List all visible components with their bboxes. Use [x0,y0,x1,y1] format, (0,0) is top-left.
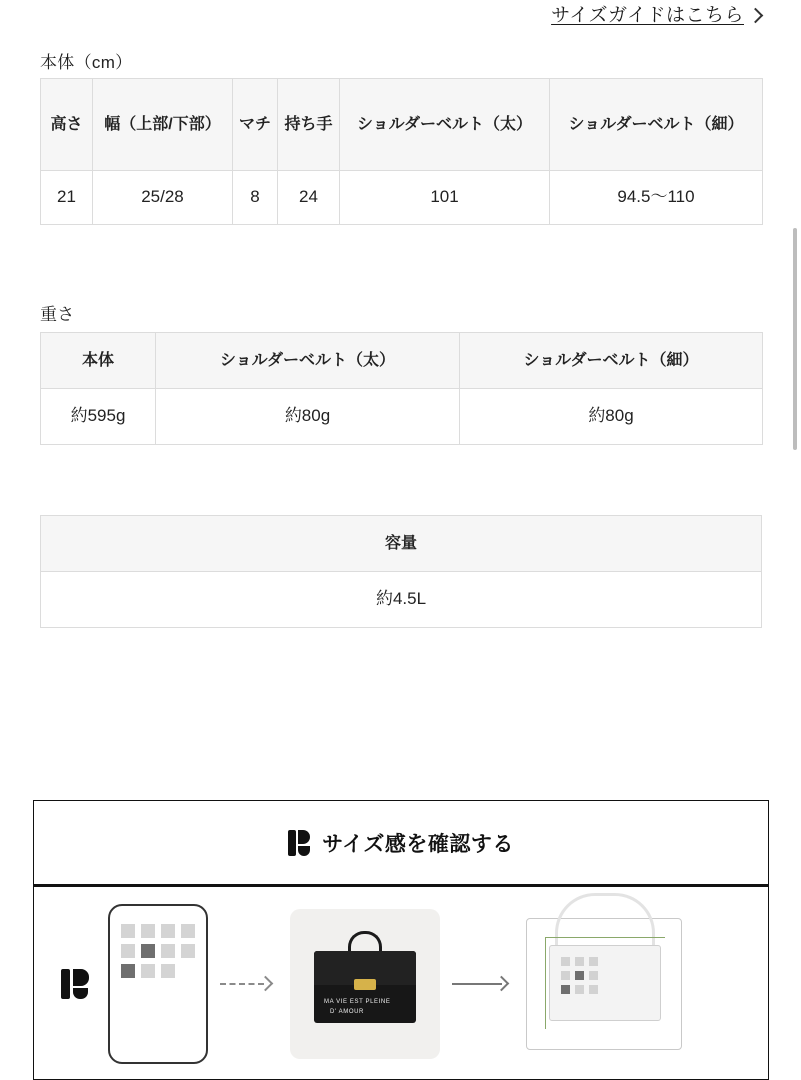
table-header-cell: ショルダーベルト（太） [340,79,550,171]
bag-caption-line2: D' AMOUR [330,1008,364,1015]
size-guide-row[interactable] [551,4,761,29]
table-row [41,389,763,445]
table-cell: 約595g [41,389,156,445]
table-cell: 8 [233,171,278,225]
scrollbar[interactable] [793,228,797,450]
table-header-cell: 持ち手 [278,79,340,171]
table-header-cell: 容量 [41,516,762,572]
capacity-table [40,515,762,628]
table-header-row [41,333,763,389]
table-header-row [41,516,762,572]
size-guide-link[interactable]: サイズガイドはこちら [551,5,744,26]
measure-width-arrow [545,937,665,938]
table-header-cell: マチ [233,79,278,171]
measure-grid-icon [561,957,598,994]
table-cell: 101 [340,171,550,225]
weight-section-label: 重さ [40,305,75,324]
body-size-table [40,78,763,225]
arrow-right-icon [452,977,514,991]
arrow-dashed-right-icon [220,977,278,991]
widget-brand-logo [54,969,96,999]
table-cell: 24 [278,171,340,225]
size-check-title: サイズ感を確認する [322,832,514,856]
bag-clasp-shape [354,979,376,990]
table-cell: 21 [41,171,93,225]
phone-mock-icon [108,904,208,1064]
bag-handle-shape [348,931,382,953]
measure-height-arrow [545,937,546,1029]
brand-mark-icon [288,830,310,856]
table-header-row [41,79,763,171]
app-grid-icon [121,924,195,978]
table-cell: 約4.5L [41,572,762,628]
size-check-widget[interactable] [33,800,769,1080]
table-cell: 25/28 [93,171,233,225]
handbag-photo-icon [290,909,440,1059]
size-check-header[interactable] [34,801,768,887]
table-header-cell: ショルダーベルト（細） [460,333,763,389]
weight-table [40,332,763,445]
table-row [41,171,763,225]
table-header-cell: ショルダーベルト（細） [550,79,763,171]
table-cell: 約80g [156,389,460,445]
body-section-label: 本体（cm） [40,53,133,72]
table-cell: 94.5〜110 [550,171,763,225]
table-row [41,572,762,628]
table-header-cell: 高さ [41,79,93,171]
table-cell: 約80g [460,389,763,445]
brand-mark-icon [61,969,89,999]
table-header-cell: 本体 [41,333,156,389]
size-check-illustration [34,887,768,1080]
bag-caption-line1: MA VIE EST PLEINE [324,998,391,1005]
table-header-cell: ショルダーベルト（太） [156,333,460,389]
chevron-right-icon [748,8,764,24]
measure-frame-icon [526,918,682,1050]
table-header-cell: 幅（上部/下部） [93,79,233,171]
